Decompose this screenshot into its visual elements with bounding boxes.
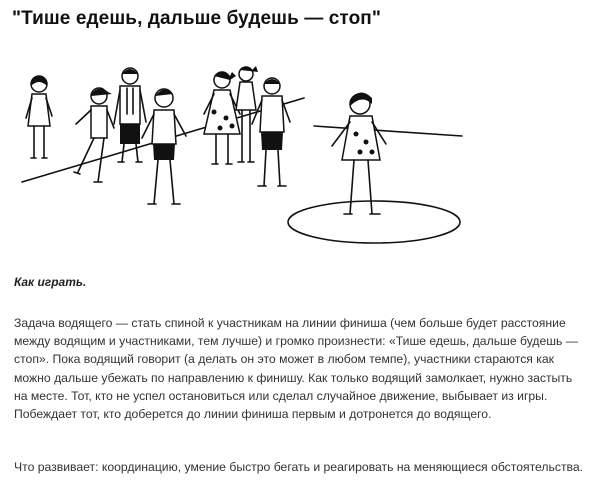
rules-paragraph: Задача водящего — стать спиной к участникам на линии финиша (чем больше будет расстояние между водящим и участниками, тем лучше) и громко произнести: «Тише едешь, дальше будешь — стоп». Пока водящий говорит (а делать он это может в любом темпе), участники стараются как можно дальше убежать по направлению к финишу. Как только водящий замолкает, нужно застыть на месте. Тот, кто не успел остановиться или сделал случайное движение, выбывает из игры. Побеждает тот, кто доберется до линии финиша первым и дотронется до водящего. — [14, 316, 578, 422]
child-figure — [26, 76, 52, 159]
finish-line — [314, 126, 462, 136]
child-figure — [114, 68, 146, 162]
child-figure — [252, 78, 290, 186]
how-to-play-heading: Как играть. — [14, 275, 87, 289]
game-illustration — [14, 54, 464, 254]
develops-paragraph: Что развивает: координацию, умение быстро бегать и реагировать на меняющиеся обстоятельства. — [14, 460, 584, 474]
child-figure — [204, 72, 240, 164]
child-figure — [142, 89, 186, 204]
page-title: "Тише едешь, дальше будешь — стоп" — [12, 8, 381, 29]
child-figure — [74, 88, 114, 182]
leader-circle — [288, 201, 460, 243]
leader-figure — [332, 92, 386, 214]
